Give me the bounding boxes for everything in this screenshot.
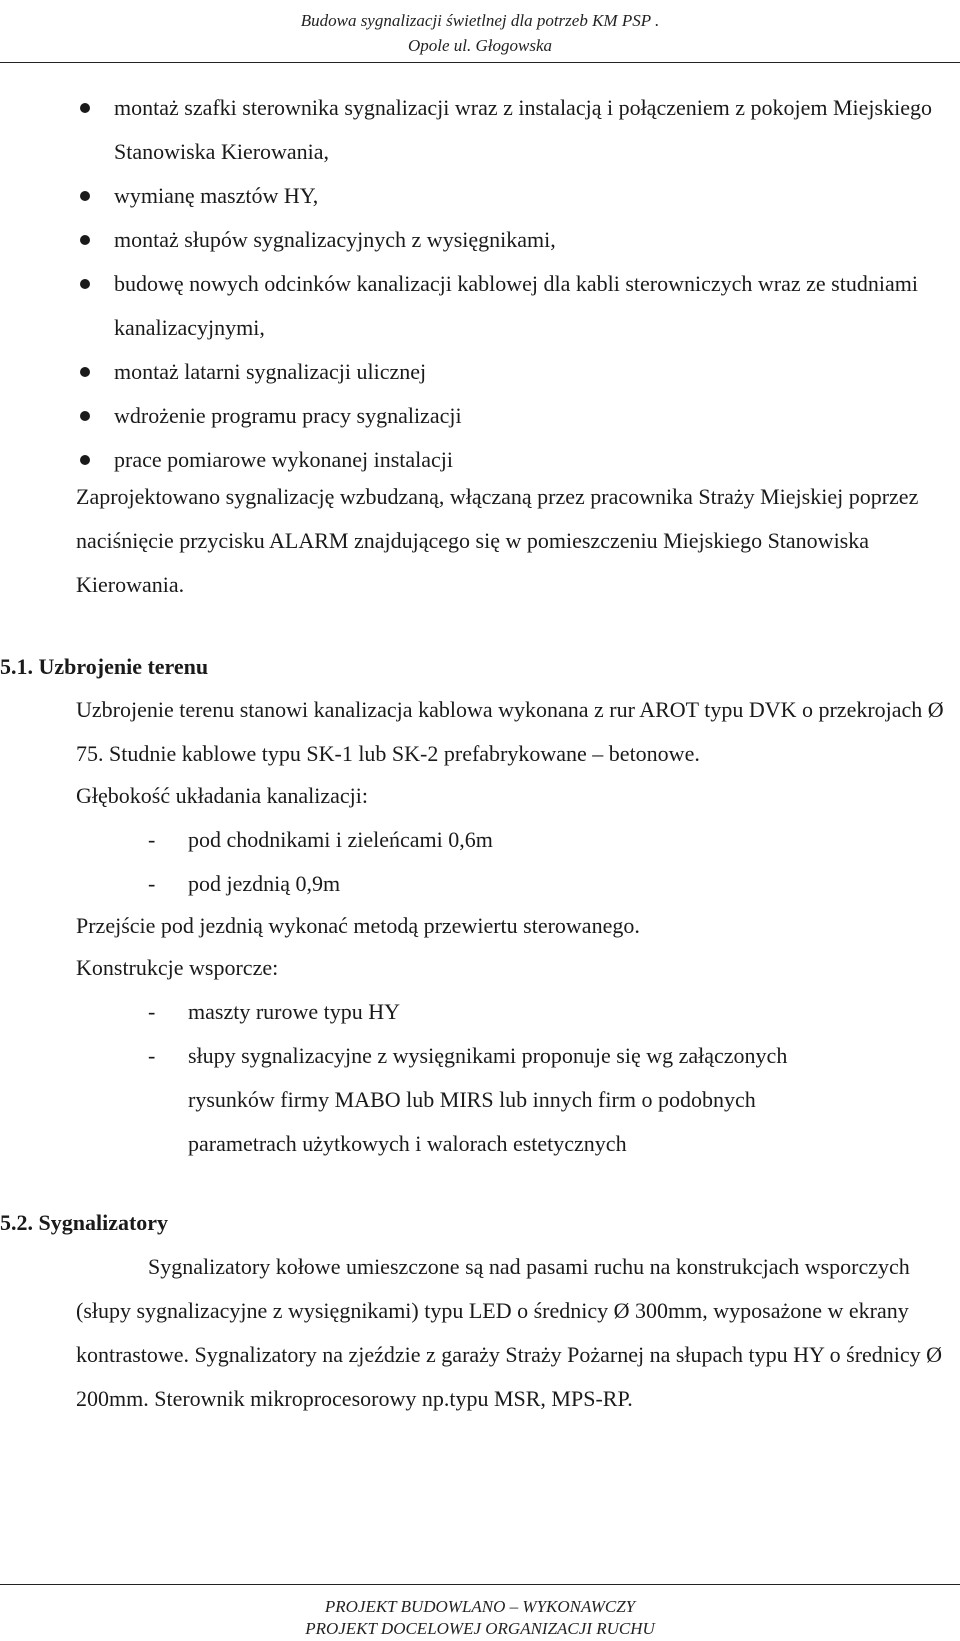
- list-item: [148, 990, 848, 1034]
- depth-list: [148, 818, 928, 906]
- dash-icon: -: [148, 999, 156, 1024]
- crossing-text: Przejście pod jezdnią wykonać metodą przewiertu sterowanego.: [76, 913, 640, 938]
- bullet-dot-icon: [80, 103, 90, 113]
- bullet-dot-icon: [80, 455, 90, 465]
- section2-paragraph: Sygnalizatory kołowe umieszczone są nad pasami ruchu na konstrukcjach wsporczych (słupy sygnalizacyjne z wysięgnikami) typu LED o średnicy Ø 300mm, wyposażone w ekrany kontrastowe. Sygnalizatory na zjeździe z garaży Straży Pożarnej na słupach typu HY o średnicy Ø 200mm. Sterownik mikroprocesorowy np.typu MSR, MPS-RP.: [76, 1254, 943, 1411]
- list-item-text: budowę nowych odcinków kanalizacji kablowej dla kabli sterowniczych wraz ze studniami kanalizacyjnymi,: [114, 271, 918, 340]
- list-item-text: prace pomiarowe wykonanej instalacji: [114, 447, 454, 472]
- list-item: [0, 262, 960, 350]
- bullet-dot-icon: [80, 279, 90, 289]
- list-item: [148, 862, 928, 906]
- dash-icon: -: [148, 871, 156, 896]
- list-item: [148, 1034, 848, 1166]
- list-item-text: wdrożenie programu pracy sygnalizacji: [114, 403, 462, 428]
- list-item-text: słupy sygnalizacyjne z wysięgnikami proponuje się wg załączonych rysunków firmy MABO lub MIRS lub innych firm o podobnych parametrach użytkowych i walorach estetycznych: [188, 1043, 788, 1156]
- bullet-dot-icon: [80, 411, 90, 421]
- depth-label: Głębokość układania kanalizacji:: [76, 783, 368, 808]
- list-item: [0, 86, 960, 174]
- list-item-text: pod chodnikami i zieleńcami 0,6m: [188, 827, 493, 852]
- list-item: [0, 350, 960, 394]
- header-line-2: Opole ul. Głogowska: [407, 36, 553, 55]
- section-title-5-2: 5.2. Sygnalizatory: [0, 1210, 169, 1235]
- list-item-text: montaż szafki sterownika sygnalizacji wraz z instalacją i połączeniem z pokojem Miejskiego Stanowiska Kierowania,: [114, 95, 932, 164]
- list-item-text: montaż latarni sygnalizacji ulicznej: [114, 359, 427, 384]
- list-item: [0, 394, 960, 438]
- header-line-1: Budowa sygnalizacji świetlnej dla potrzeb KM PSP .: [300, 11, 660, 30]
- bullet-dot-icon: [80, 235, 90, 245]
- scope-bullet-list: [0, 86, 960, 482]
- footer-line-1: PROJEKT BUDOWLANO – WYKONAWCZY: [324, 1597, 636, 1616]
- page-footer: [0, 1596, 960, 1640]
- list-item: [0, 218, 960, 262]
- page-header: [0, 8, 960, 58]
- list-item-text: wymianę masztów HY,: [114, 183, 319, 208]
- dash-icon: -: [148, 1043, 156, 1068]
- list-item: [148, 818, 928, 862]
- footer-rule: [0, 1584, 960, 1585]
- list-item-text: montaż słupów sygnalizacyjnych z wysięgnikami,: [114, 227, 556, 252]
- bullet-dot-icon: [80, 191, 90, 201]
- section1-paragraph: Uzbrojenie terenu stanowi kanalizacja kablowa wykonana z rur AROT typu DVK o przekrojach Ø 75. Studnie kablowe typu SK-1 lub SK-2 prefabrykowane – betonowe.: [76, 697, 944, 766]
- header-rule: [0, 62, 960, 63]
- list-item: [0, 174, 960, 218]
- intro-paragraph: Zaprojektowano sygnalizację wzbudzaną, włączaną przez pracownika Straży Miejskiej poprzez naciśnięcie przycisku ALARM znajdującego się w pomieszczeniu Miejskiego Stanowiska Kierowania.: [76, 484, 919, 597]
- structures-list: [148, 990, 848, 1166]
- bullet-dot-icon: [80, 367, 90, 377]
- structures-label: Konstrukcje wsporcze:: [76, 955, 279, 980]
- dash-icon: -: [148, 827, 156, 852]
- list-item-text: pod jezdnią 0,9m: [188, 871, 341, 896]
- footer-line-2: PROJEKT DOCELOWEJ ORGANIZACJI RUCHU: [305, 1619, 655, 1638]
- list-item-text: maszty rurowe typu HY: [188, 999, 401, 1024]
- section-title-5-1: 5.1. Uzbrojenie terenu: [0, 654, 209, 679]
